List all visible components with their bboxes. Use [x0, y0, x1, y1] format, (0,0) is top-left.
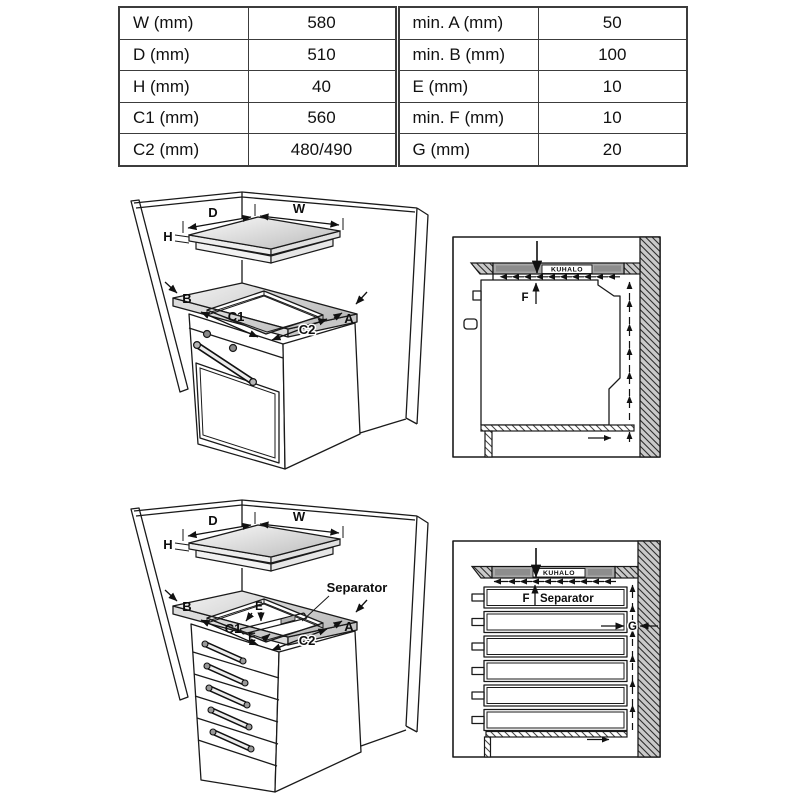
drawer-handle-tab	[472, 717, 484, 724]
spec-value: 10	[538, 71, 687, 103]
spec-table	[118, 6, 688, 167]
hob-section	[493, 263, 624, 274]
dim-label-w: W	[292, 509, 306, 524]
cutout-dim-c1: C1	[224, 621, 242, 636]
spec-value: 580	[248, 7, 397, 39]
drawer-handle-tab	[472, 692, 484, 699]
brand-label: KUHALO	[550, 266, 584, 274]
spec-param: min. F (mm)	[397, 102, 538, 134]
dim-label-w: W	[292, 201, 306, 216]
side-diagram-drawers	[448, 528, 682, 768]
plinth	[485, 737, 491, 757]
height-label-h: H	[163, 229, 173, 244]
side-diagram-oven	[448, 228, 682, 470]
drawer-cabinet	[191, 624, 406, 792]
spec-value: 100	[538, 39, 687, 71]
spec-row	[119, 71, 687, 103]
spec-param: G (mm)	[397, 134, 538, 166]
spec-value: 40	[248, 71, 397, 103]
spec-value: 510	[248, 39, 397, 71]
oven-cabinet	[189, 314, 406, 469]
hob-section	[492, 567, 615, 579]
wall-section	[638, 541, 660, 757]
dim-label-d: D	[208, 513, 218, 528]
corner-label-a: A	[344, 311, 354, 326]
drawer-section	[472, 612, 627, 633]
spec-param: D (mm)	[119, 39, 248, 71]
edge-label-e-bottom: E	[248, 632, 256, 644]
oven-section	[464, 274, 634, 457]
airflow-label-f: F	[521, 292, 529, 304]
corner-label-b: B	[182, 291, 192, 306]
spec-param: C2 (mm)	[119, 134, 248, 166]
cutout-dim-c2: C2	[298, 322, 316, 337]
spec-value: 10	[538, 102, 687, 134]
oven-knob	[204, 331, 211, 338]
height-label-h: H	[163, 537, 173, 552]
spec-row	[119, 39, 687, 71]
base-shelf	[486, 732, 627, 738]
spec-param: min. A (mm)	[397, 7, 538, 39]
spec-value: 50	[538, 7, 687, 39]
iso-diagram-drawers	[95, 494, 435, 800]
spec-value: 20	[538, 134, 687, 166]
brand-label: KUHALO	[542, 570, 576, 578]
drawer-handle-tab	[472, 594, 484, 601]
spec-row	[119, 134, 687, 166]
base-shelf	[481, 425, 634, 431]
spec-param: E (mm)	[397, 71, 538, 103]
drawer-handle-tab	[472, 643, 484, 650]
drawer-section	[472, 636, 627, 657]
airflow-label-f: F	[522, 593, 530, 605]
spec-param: C1 (mm)	[119, 102, 248, 134]
corner-label-b: B	[182, 599, 192, 614]
drawer-handle-tab	[472, 668, 484, 675]
separator-label: Separator	[540, 593, 594, 605]
wall-section	[640, 237, 660, 457]
drawer-stack	[472, 587, 627, 757]
pointer-arrow-b	[165, 590, 177, 601]
spec-param: W (mm)	[119, 7, 248, 39]
drawer-section	[472, 661, 627, 682]
gap-label-g: G	[628, 621, 637, 633]
spec-table-body	[119, 7, 687, 166]
dim-label-d: D	[208, 205, 218, 220]
edge-label-e-top: E	[255, 601, 263, 613]
pointer-arrow-a	[356, 292, 367, 304]
separator-label: Separator	[326, 580, 388, 595]
drawer-handle-tab	[472, 619, 484, 626]
spec-param: H (mm)	[119, 71, 248, 103]
spec-row	[119, 102, 687, 134]
drawer-section	[472, 685, 627, 706]
spec-value: 480/490	[248, 134, 397, 166]
pointer-arrow-a	[356, 600, 367, 612]
spec-row	[119, 7, 687, 39]
cutout-dim-c2: C2	[298, 633, 316, 648]
pointer-arrow-b	[165, 282, 177, 293]
iso-diagram-oven	[95, 186, 435, 486]
spec-param: min. B (mm)	[397, 39, 538, 71]
oven-knob	[230, 345, 237, 352]
drawer-section	[472, 710, 627, 731]
cutout-dim-c1: C1	[227, 309, 245, 324]
plinth	[485, 431, 492, 457]
corner-label-a: A	[344, 619, 354, 634]
spec-value: 560	[248, 102, 397, 134]
oven-door-handle	[464, 319, 477, 329]
